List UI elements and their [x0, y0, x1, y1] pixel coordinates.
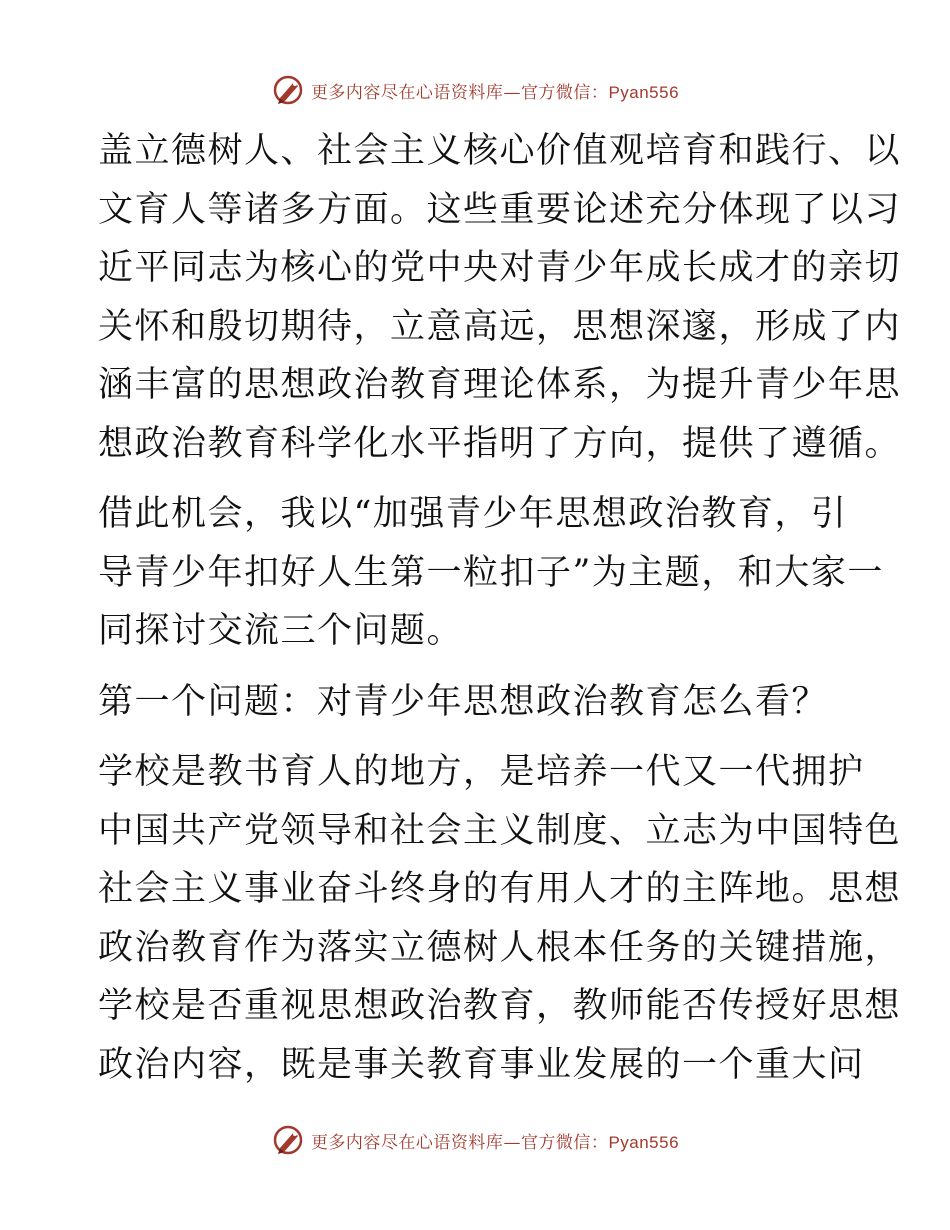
- pen-logo-icon: [271, 1123, 305, 1157]
- text-line: 想政治教育科学化水平指明了方向，提供了遵循。: [98, 423, 902, 464]
- section-heading: [98, 673, 853, 732]
- watermark-id: Pyan556: [608, 82, 680, 102]
- footer-watermark: [0, 1120, 950, 1160]
- text-line: 社会主义事业奋斗终身的有用人才的主阵地。思想: [98, 869, 902, 909]
- text-line: 学校是否重视思想政治教育，教师能否传授好思想: [98, 986, 902, 1026]
- paragraph-2: [98, 485, 884, 661]
- watermark-separator: —: [503, 1132, 521, 1153]
- pen-logo-icon: [271, 73, 305, 107]
- watermark-brand: 更多内容尽在心语资料库: [310, 82, 504, 103]
- text-line: 政治内容，既是事关教育事业发展的一个重大问: [98, 1044, 865, 1085]
- paragraph-3: [98, 743, 902, 1094]
- text-line: 中国共产党领导和社会主义制度、立志为中国特色: [98, 810, 902, 851]
- text-line: 涵丰富的思想政治教育理论体系，为提升青少年思: [98, 365, 902, 405]
- document-body: [98, 122, 902, 1094]
- watermark-text: [311, 78, 679, 103]
- text-line: 学校是教书育人的地方，是培养一代又一代拥护: [98, 752, 865, 792]
- text-line: 借此机会，我以“加强青少年思想政治教育，引: [98, 494, 848, 534]
- text-line: 关怀和殷切期待，立意高远，思想深邃，形成了内: [98, 306, 902, 347]
- text-line: 同探讨交流三个问题。: [98, 611, 464, 651]
- watermark-separator: —: [503, 82, 521, 103]
- watermark-text: [311, 1128, 679, 1153]
- paragraph-1: [98, 122, 902, 473]
- text-line: 文育人等诸多方面。这些重要论述充分体现了以习: [98, 189, 902, 230]
- watermark-id: Pyan556: [608, 1132, 680, 1152]
- watermark-contact: 官方微信：: [520, 1132, 609, 1153]
- watermark-contact: 官方微信：: [520, 82, 609, 103]
- text-line: 盖立德树人、社会主义核心价值观培育和践行、以: [98, 131, 902, 171]
- text-line: 政治教育作为落实立德树人根本任务的关键措施，: [98, 927, 902, 968]
- text-line: 导青少年扣好人生第一粒扣子”为主题，和大家一: [98, 552, 884, 593]
- heading-line: 第一个问题：对青少年思想政治教育怎么看？: [98, 681, 829, 722]
- watermark-brand: 更多内容尽在心语资料库: [310, 1132, 504, 1153]
- header-watermark: [0, 70, 950, 110]
- text-line: 近平同志为核心的党中央对青少年成长成才的亲切: [98, 248, 902, 288]
